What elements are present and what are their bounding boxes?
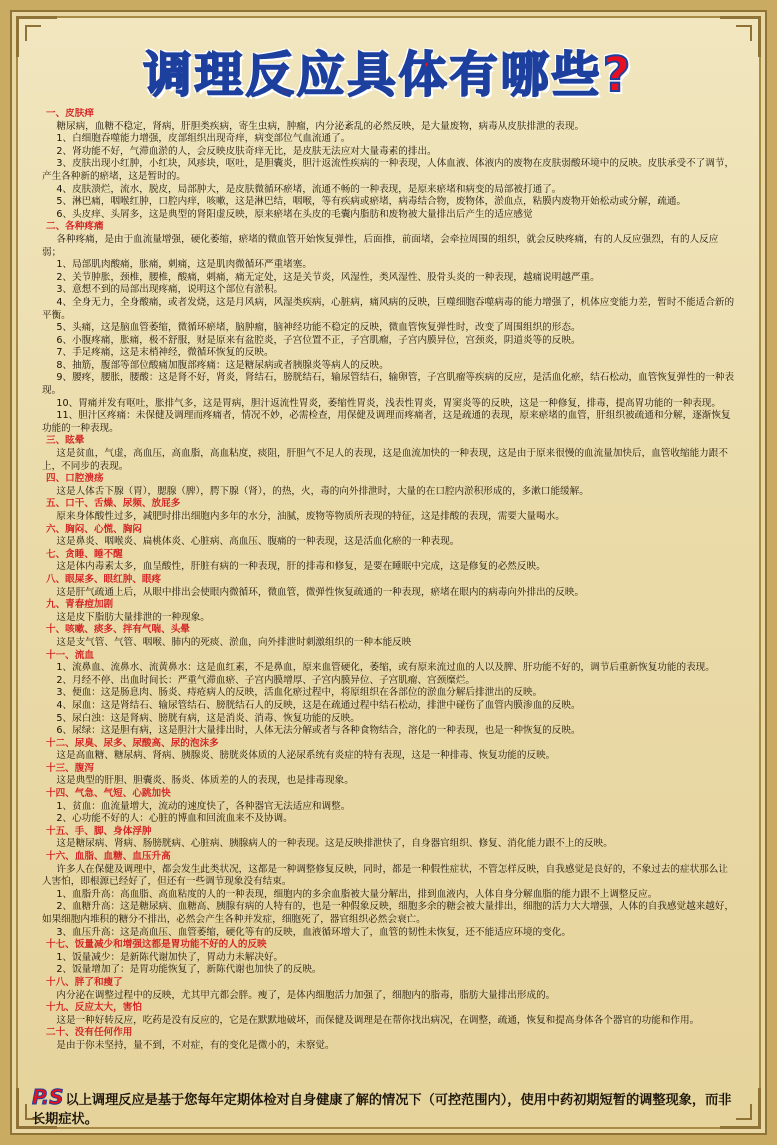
section-item: 1、饭量减少：是新陈代谢加快了，胃动力未解决好。 <box>56 951 284 963</box>
section-item: 6、尿绿：这是胆有病，这是胆汁大量排出时，人体无法分解或者与各种食物结合，溶化的一种表现，也是一种恢复的反映。 <box>56 725 581 737</box>
section <box>42 738 736 763</box>
section <box>42 650 736 738</box>
section-item: 2、关节肿胀，颈椎，腰椎，酸痛，刺痛，痛无定处，这是关节炎，风湿性，类风湿性、股骨头炎的一种表现，越痛说明越严重。 <box>56 271 600 283</box>
ps-note <box>32 1085 732 1129</box>
section-paragraph: 这是高血糖、糖尿病、肾病、胰腺炎、膀胱炎体质的人泌尿系统有炎症的特有表现，这是一种排毒、恢复功能的反映。 <box>56 750 556 762</box>
section <box>42 108 736 221</box>
section <box>42 599 736 624</box>
section <box>42 524 736 549</box>
section-heading: 十九、反应太大，害怕 <box>46 1002 142 1014</box>
section-item: 4、全身无力，全身酸痛，或者发烧，这是月风病，风湿类疾病，心脏病，痛风病的反映，巨噬细胞吞噬病毒的能力增强了，机体应变能力差，暂时不能适合新的平衡。 <box>42 296 735 321</box>
section-heading: 十八、胖了和瘦了 <box>46 976 123 988</box>
section-paragraph: 糖尿病，血糖不稳定，肾病，肝胆类疾病，寄生虫病，肿瘤，内分泌紊乱的必然反映，是大量废物，病毒从皮肤排泄的表现。 <box>56 120 585 132</box>
section-item: 1、贫血：血流量增大，流动的速度快了，各种器官无法适应和调整。 <box>56 800 351 812</box>
section <box>42 435 736 473</box>
section <box>42 549 736 574</box>
section-paragraph: 这是支气管、气管、咽喉、肺内的死痰、淤血，向外排泄时刺激组织的一种本能反映 <box>56 636 412 648</box>
section-paragraph: 各种疼痛，是由于血流量增强，硬化萎缩，瘀堵的微血管开始恢复弹性，后面推，前面堵，会牵拉周围的组织，就会反映疼痛，有的人反应强烈，有的人反应弱； <box>42 233 719 258</box>
section <box>42 826 736 851</box>
page-title: 调理反应具体有哪些? <box>143 47 634 103</box>
section-item: 1、流鼻血、流鼻水、流黄鼻水：这是血红素，不是鼻血，原来血管硬化，萎缩，或有原来流过血的人以及脾、肝功能不好的，调节后重新恢复功能的表现。 <box>56 662 715 674</box>
section-heading: 三、眩晕 <box>46 435 85 447</box>
section-item: 5、尿白浊：这是肾病、膀胱有病，这是消炎、消毒、恢复功能的反映。 <box>56 712 360 724</box>
section <box>42 221 736 435</box>
section-heading: 十三、腹泻 <box>46 762 94 774</box>
section <box>42 1002 736 1027</box>
section-paragraph: 这是体内毒素太多，血呈酸性，肝脏有病的一种表现，肝的排毒和修复，是要在睡眠中完成，这是修复的必然反映。 <box>56 561 546 573</box>
section-item: 1、白细胞吞噬能力增强，皮部组织出现奇痒，病变部位气血流通了。 <box>56 133 351 145</box>
section-item: 2、肾功能不好，气滞血淤的人，会反映皮肤奇痒无比，是皮肤无法应对大量毒素的排出。 <box>56 145 437 157</box>
section-heading: 四、口腔溃疡 <box>46 473 104 485</box>
section-paragraph: 内分泌在调整过程中的反映，尤其甲亢都会胖。瘦了，是体内细胞活力加强了，细胞内的脂毒，脂肪大量排出形成的。 <box>56 989 556 1001</box>
section-item: 4、尿血：这是肾结石、输尿管结石、膀胱结石人的反映，这是在疏通过程中结石松动，排泄中碰伤了血管内膜渗血的反映。 <box>56 699 581 711</box>
section <box>42 1027 736 1052</box>
section <box>42 851 736 939</box>
section-paragraph: 许多人在保健及调理中，都会发生此类状况，这都是一种调整修复反映，同时，都是一种假性症状，不管怎样反映，自我感觉是良好的，不象过去的症状那么让人害怕，即根源已经好了，但还有一些调节现象没有结束。 <box>42 863 728 888</box>
section-paragraph: 是由于你未坚持，量不到，不对症，有的变化是微小的，未察觉。 <box>56 1039 335 1051</box>
section-item: 2、月经不停、出血时间长：严重气滞血瘀、子宫内膜增厚、子宫内膜异位、子宫肌瘤、宫颈糜烂。 <box>56 674 476 686</box>
section-heading: 十一、流血 <box>46 649 94 661</box>
section-item: 2、饭量增加了：是胃功能恢复了，新陈代谢也加快了的反映。 <box>56 964 322 976</box>
section-item: 5、淋巴痛，咽喉红肿，口腔内痒，咳嗽，这是淋巴结，咽喉，等有疾病或瘀堵，病毒结合物，废物体，淤血点，粘膜内废物开始松动或分解，疏通。 <box>56 196 687 208</box>
section-heading: 二、各种疼痛 <box>46 221 104 233</box>
section <box>42 763 736 788</box>
section-item: 2、血糖升高：这是糖尿病、血糖高、胰腺有病的人特有的，也是一种假象反映，细胞多余的糖会被大量排出，细胞的活力大大增强，人体的自我感觉越来越好，如果细胞内堆积的糖分不排出，必然会产生各种并发症，细胞死了，器官组织必然会衰亡。 <box>42 901 735 925</box>
section-item: 3、血压升高：这是高血压、血管萎缩，硬化等有的反映，血液循环增大了，血管的韧性未恢复，还不能适应环境的变化。 <box>56 926 571 938</box>
section-heading: 十、咳嗽、痰多、拌有气喘、头晕 <box>46 624 190 636</box>
section-item: 5、头痛，这是脑血管萎缩，微循环瘀堵，脑肿瘤，脑神经功能不稳定的反映，微血管恢复弹性时，改变了周围组织的形态。 <box>56 322 581 334</box>
section-heading: 十五、手、脚、身体浮肿 <box>46 825 152 837</box>
section-heading: 二十、没有任何作用 <box>46 1027 133 1039</box>
section-heading: 七、贪睡、睡不醒 <box>46 548 123 560</box>
section-heading: 六、胸闷、心慌、胸闷 <box>46 523 142 535</box>
section-item: 10、胃痛并发有呕吐，胀排气多，这是胃病，胆汁返流性胃炎，萎缩性胃炎，浅表性胃炎，胃窦炎等的反映，这是一种修复，排毒，提高胃功能的一种表现。 <box>56 397 721 409</box>
section <box>42 977 736 1002</box>
section-item: 6、小腹疼痛，胀痛，极不舒服，财是原来有盆腔炎，子宫位置不正，子宫肌瘤，子宫内膜异位，宫颈炎，阴道炎等的反映。 <box>56 334 581 346</box>
section-item: 8、抽筋，腹部等部位酸痛加腹部疼痛：这是糖尿病或者胰腺炎等病人的反映。 <box>56 359 389 371</box>
section-item: 9、腰疼，腰胀，腰酸：这是肾不好，肾炎，肾结石，膀胱结石，输尿管结石，输卵管，子宫肌瘤等疾病的反应，是活血化瘀，结石松动，血管恢复弹性的一种表现。 <box>42 372 735 397</box>
section-heading: 一、皮肤痒 <box>46 108 94 119</box>
section-paragraph: 这是典型的肝胆、胆囊炎、肠炎、体质差的人的表现，也是排毒现象。 <box>56 775 354 787</box>
section-heading: 九、青春痘加剧 <box>46 599 114 611</box>
section <box>42 574 736 599</box>
content-body <box>42 108 736 1093</box>
section-paragraph: 这是人体舌下腺（胃），腮腺（脾），腭下腺（肾），的热，火，毒的向外排泄时，大量的在口腔内淤积形成的，多漱口能缓解。 <box>56 485 589 497</box>
section-item: 2、心功能不好的人：心脏的博血和回流血来不及协调。 <box>56 813 293 825</box>
section-heading: 十二、尿臭、尿多、尿酸高、尿的泡沫多 <box>46 737 219 749</box>
section-paragraph: 这是鼻炎、咽喉炎、扁桃体炎、心脏病、高血压、腹痛的一种表现，这是活血化瘀的一种表现。 <box>56 536 460 548</box>
section-heading: 十七、饭量减少和增强这都是胃功能不好的人的反映 <box>46 939 267 951</box>
section-item: 3、皮肤出现小红肿，小红块，风疹块，呕吐，是胆囊炎，胆汁返流性疾病的一种表现，人体血液、体液内的废物在皮肤弱酸环境中的反映。皮肤承受不了调节，产生各种新的瘀堵，这是暂时的。 <box>42 158 735 182</box>
section-item: 6、头皮痒、头屑多，这是典型的肾阳虚反映，原来瘀堵在头皮的毛囊内脂肪和废物被大量排出后产生的适应感觉 <box>56 208 533 220</box>
section-item: 7、手足疼痛，这是末梢神经，微循环恢复的反映。 <box>56 347 274 359</box>
section-heading: 十四、气急、气短、心跳加快 <box>46 788 171 800</box>
section-item: 11、胆汁区疼痛：未保健及调理而疼痛者，情况不妙，必需检查，用保健及调理而疼痛者，这是疏通的表现，原来瘀堵的血管，肝组织被疏通和分解，逐渐恢复功能的一种表现。 <box>42 410 731 434</box>
section <box>42 624 736 649</box>
ps-text: 以上调理反应是基于您每年定期体检对自身健康了解的情况下（可控范围内），使用中药初期短暂的调整现象，而非长期症状。 <box>32 1093 732 1127</box>
section-item: 4、皮肤溃烂，流水，脱皮，局部肿大，是皮肤微循环瘀堵，流通不畅的一种表现，是原来瘀堵和病变的局部被打通了。 <box>56 183 562 195</box>
section-paragraph: 这是糖尿病、肾病、肠膀胱病、心脏病、胰腺病人的一种表现。这是反映排泄快了，自身器官组织、修复、消化能力跟不上的反映。 <box>56 838 613 850</box>
section-heading: 五、口干、舌燥、尿频、放屁多 <box>46 498 181 510</box>
section <box>42 498 736 523</box>
section <box>42 939 736 977</box>
section-paragraph: 原来身体酸性过多，减肥时排出细胞内多年的水分，油腻，废物等物质所表现的特征，这是排酸的表现，需要大量喝水。 <box>56 511 565 522</box>
section-item: 1、局部肌肉酸痛，胀痛，刺痛，这是肌肉微循环严重堵塞。 <box>56 259 312 271</box>
section-item: 3、便血：这是肠息肉、肠炎、痔疮病人的反映，活血化瘀过程中，将原组织在各部位的淤血分解后排泄出的反映。 <box>56 687 543 699</box>
section-heading: 十六、血脂、血糖、血压升高 <box>46 851 171 863</box>
section-paragraph: 这是皮下脂肪大量排泄的一种现象。 <box>56 611 210 623</box>
section-item: 1、血脂升高：高血脂、高血粘度的人的一种表现，细胞内的多余血脂被大量分解出，排到血液内，人体自身分解血脂的能力跟不上调整反应。 <box>56 888 658 900</box>
section <box>42 788 736 826</box>
section-paragraph: 这是一种好转反应，吃药是没有反应的，它是在默默地破坏，而保健及调理是在帮你找出病况，在调整，疏通，恢复和提高身体各个器官的功能和作用。 <box>56 1014 700 1026</box>
section-heading: 八、眼屎多、眼红肿、眼疼 <box>46 573 162 585</box>
section-item: 3、意想不到的局部出现疼痛，说明这个部位有淤积。 <box>56 284 284 296</box>
section-paragraph: 这是肝气疏通上后，从眼中排出会使眼内微循环，微血管，微弹性恢复疏通的一种表现，瘀堵在眼内的病毒向外排出的反映。 <box>56 586 585 598</box>
ps-mark: P.S <box>32 1085 64 1109</box>
section <box>42 473 736 498</box>
section-paragraph: 这是贫血，气虚，高血压，高血脂，高血粘度，痰阻，肝胆气不足人的表现，这是血流加快的一种表现，这是由于原来很慢的血流量加快后，血管收缩能力跟不上，不同步的表现。 <box>42 448 728 472</box>
